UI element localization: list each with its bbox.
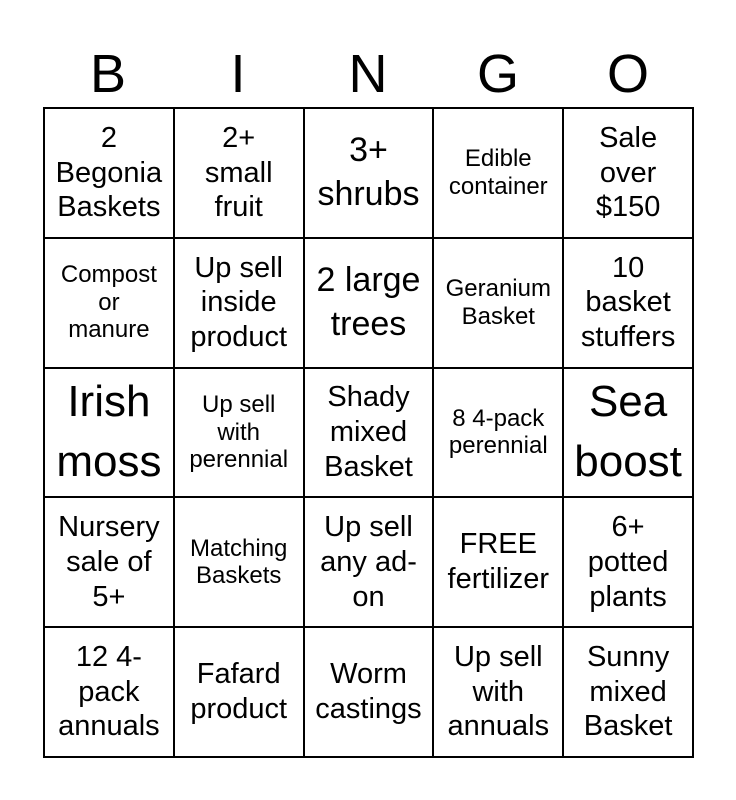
- bingo-cell[interactable]: [563, 497, 693, 627]
- cell-text: 2+ small fruit: [204, 121, 273, 224]
- cell-text: Up sell with perennial: [189, 391, 289, 474]
- header-letter-i: I: [230, 44, 246, 104]
- cell-text: 2 large trees: [316, 261, 421, 343]
- cell-text: 8 4-pack perennial: [448, 404, 548, 460]
- bingo-cell[interactable]: [433, 627, 563, 757]
- bingo-cell[interactable]: [44, 238, 174, 368]
- bingo-cell[interactable]: [174, 497, 304, 627]
- cell-text: FREE fertilizer: [447, 528, 550, 596]
- bingo-board: [43, 107, 694, 758]
- cell-text: Edible container: [448, 145, 548, 200]
- bingo-cell[interactable]: [174, 108, 304, 238]
- cell-text: 6+ potted plants: [587, 511, 669, 613]
- cell-text: Up sell with annuals: [447, 640, 550, 743]
- bingo-header: [43, 40, 693, 108]
- cell-text: Sunny mixed Basket: [583, 640, 673, 743]
- header-letter-o: O: [606, 44, 649, 104]
- cell-text: Sea boost: [574, 376, 682, 487]
- bingo-cell[interactable]: [174, 238, 304, 368]
- bingo-cell[interactable]: [304, 108, 434, 238]
- bingo-cell[interactable]: [44, 368, 174, 498]
- bingo-cell[interactable]: [433, 238, 563, 368]
- cell-text: Matching Baskets: [190, 534, 288, 590]
- header-letter-g: G: [476, 44, 519, 104]
- header-letter-b: B: [89, 44, 127, 104]
- bingo-cell[interactable]: [433, 368, 563, 498]
- cell-text: Shady mixed Basket: [324, 381, 413, 483]
- cell-text: Geranium Basket: [445, 275, 551, 330]
- cell-text: Worm castings: [315, 658, 422, 726]
- cell-text: Up sell any ad- on: [320, 511, 417, 613]
- cell-text: Nursery sale of 5+: [58, 511, 160, 613]
- cell-text: 12 4- pack annuals: [58, 640, 160, 743]
- cell-text: Irish moss: [56, 376, 162, 487]
- bingo-cell[interactable]: [44, 627, 174, 757]
- bingo-cell[interactable]: [44, 497, 174, 627]
- cell-text: Sale over $150: [595, 121, 661, 224]
- bingo-cell[interactable]: [563, 368, 693, 498]
- bingo-cell[interactable]: [44, 108, 174, 238]
- cell-text: Up sell inside product: [190, 251, 288, 354]
- bingo-cell[interactable]: [563, 108, 693, 238]
- bingo-cell[interactable]: [174, 368, 304, 498]
- bingo-cell[interactable]: [433, 108, 563, 238]
- bingo-cell[interactable]: [304, 238, 434, 368]
- header-letter-n: N: [348, 44, 388, 104]
- bingo-cell[interactable]: [563, 238, 693, 368]
- bingo-cell[interactable]: [304, 627, 434, 757]
- cell-text: 2 Begonia Baskets: [55, 121, 163, 224]
- cell-text: 10 basket stuffers: [580, 251, 676, 354]
- cell-text: Compost or manure: [60, 261, 157, 344]
- bingo-cell[interactable]: [174, 627, 304, 757]
- bingo-cell[interactable]: [433, 497, 563, 627]
- bingo-cell[interactable]: [304, 497, 434, 627]
- bingo-cell[interactable]: [563, 627, 693, 757]
- bingo-cell[interactable]: [304, 368, 434, 498]
- cell-text: 3+ shrubs: [317, 131, 420, 213]
- cell-text: Fafard product: [190, 658, 288, 726]
